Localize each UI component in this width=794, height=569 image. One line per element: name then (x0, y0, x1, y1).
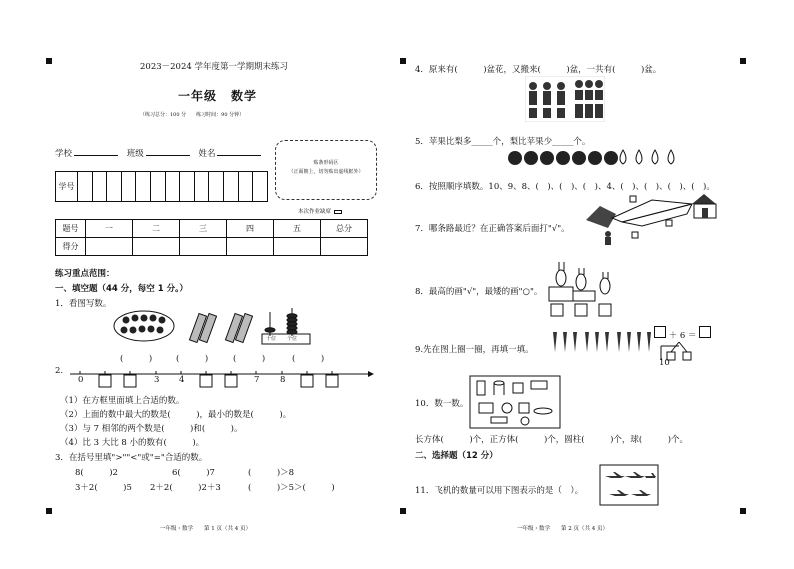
score-header-cell: 四 (227, 220, 274, 238)
absent-label: 本次作业缺席 (298, 209, 332, 215)
answer-box (225, 375, 237, 387)
answer-box[interactable] (699, 326, 711, 338)
q1-answer-2[interactable]: ( ) (176, 354, 209, 364)
q2-item-2: （2）上面的数中最大的数是( )，最小的数是( )。 (60, 410, 292, 420)
question-9: 9.先在图上圈一圈，再填一填。 (415, 345, 534, 355)
sticker-title: 贴条形码区 (313, 160, 339, 166)
answer-box (326, 375, 338, 387)
score-header-cell: 总分 (321, 220, 368, 238)
question-2-label: 2. (55, 366, 64, 376)
score-header-cell: 题号 (56, 220, 86, 238)
answer-box (200, 375, 212, 387)
q1-answer-4[interactable]: ( ) (292, 354, 325, 364)
id-cell[interactable] (253, 172, 268, 202)
question-10: 10．数一数。 (415, 399, 469, 409)
barcode-sticker-area (275, 140, 377, 200)
q10-answer[interactable]: 长方体( )个，正方体( )个，圆柱( )个，球( )个。 (415, 435, 689, 445)
numline-label: 8 (280, 375, 286, 385)
equals-sign: ＝ (688, 331, 697, 341)
id-cell[interactable] (165, 172, 180, 202)
school-icon (692, 194, 716, 218)
score-header-cell: 五 (274, 220, 321, 238)
answer-box (551, 304, 563, 316)
abacus-ones-label: 个位 (287, 336, 298, 342)
q3-item[interactable]: 2＋2( )2＋3 (150, 483, 221, 493)
score-header-cell: 三 (180, 220, 227, 238)
score-cell[interactable] (133, 238, 180, 256)
score-cell[interactable] (86, 238, 133, 256)
score-header-cell: 二 (133, 220, 180, 238)
question-6: 6．按照顺序填数。10、9、8、( )、( )、( )、4、( )、( )、( )、( )。 (415, 182, 715, 192)
name-field[interactable] (217, 148, 261, 156)
sticker-note: （正面朝上，切勿贴出虚线框外） (288, 169, 364, 175)
numline-label: 3 (154, 375, 160, 385)
student-id-label: 学号 (56, 172, 78, 202)
student-fields (55, 147, 267, 159)
rabbits-picture (547, 258, 627, 318)
page-2-footer: 一年级・数学 第 2 页（共 4 页） (517, 526, 608, 532)
flower-pots-picture (525, 76, 605, 122)
absent-marker (298, 207, 342, 215)
q3-item[interactable]: 3＋2( )5 (75, 483, 132, 493)
class-label: 班级 (126, 149, 144, 159)
id-cell[interactable] (223, 172, 238, 202)
grade-label: 一年级 (178, 89, 218, 103)
school-field[interactable] (74, 148, 118, 156)
section-2-heading: 二、选择题（12 分） (415, 451, 498, 461)
addend-6: 6 (679, 331, 686, 341)
q1-answer-3[interactable]: ( ) (233, 354, 266, 364)
id-cell[interactable] (238, 172, 253, 202)
id-cell[interactable] (150, 172, 165, 202)
answer-box[interactable] (654, 326, 666, 338)
q3-item[interactable]: ( )＞8 (248, 468, 295, 478)
answer-box (301, 375, 313, 387)
q1-pictures (112, 308, 372, 348)
score-cell[interactable] (321, 238, 368, 256)
page-2 (397, 0, 794, 569)
exam-info: （练习总分：100 分 练习时间：90 分钟） (140, 112, 245, 118)
abacus-tens-label: 十位 (266, 336, 277, 342)
section-1-heading: 一、填空题（44 分，每空 1 分。） (55, 284, 188, 294)
pear-icon (620, 150, 674, 164)
grade-subject-heading (178, 87, 257, 104)
score-cell[interactable] (227, 238, 274, 256)
carrots-picture (547, 328, 657, 360)
answer-box (575, 304, 587, 316)
number-line (68, 366, 378, 388)
numline-label: 0 (78, 375, 84, 385)
q2-item-4: （4）比 3 大比 8 小的数有( )。 (60, 438, 205, 448)
answer-box (630, 196, 636, 202)
id-cell[interactable] (209, 172, 224, 202)
apple-icon (508, 151, 618, 165)
question-4: 4．原来有( )盆花，又搬来( )盆，一共有( )盆。 (415, 65, 662, 75)
q2-item-1: （1）在方框里面填上合适的数。 (60, 396, 185, 406)
score-header-cell: 一 (86, 220, 133, 238)
page-1-footer: 一年级・数学 第 1 页（共 4 页） (160, 526, 251, 532)
q2-item-3: （3）与 7 相邻的两个数是( )和( )。 (60, 424, 243, 434)
question-7: 7．哪条路最近？在正确答案后面打"√"。 (415, 224, 570, 234)
stick-bundle-icon (189, 313, 252, 342)
numline-label: 7 (254, 375, 260, 385)
q3-item[interactable]: ( )＞5＞( ) (248, 483, 335, 493)
hill-icon (586, 206, 616, 228)
q3-item[interactable]: 6( )7 (172, 468, 215, 478)
id-cell[interactable] (121, 172, 136, 202)
name-label: 姓名 (198, 149, 216, 159)
solids-picture (469, 375, 561, 429)
id-cell[interactable] (180, 172, 195, 202)
balls-icon (121, 315, 166, 334)
question-1: 1．看图写数。 (55, 299, 112, 309)
diagram-total: 10 (659, 358, 670, 368)
absent-checkbox[interactable] (334, 210, 342, 214)
answer-box (599, 304, 611, 316)
plus-sign: ＋ (668, 331, 678, 341)
score-row-label: 得分 (56, 238, 86, 256)
id-cell[interactable] (92, 172, 107, 202)
numline-label: 4 (179, 375, 185, 385)
id-cell[interactable] (78, 172, 93, 202)
answer-box (124, 375, 136, 387)
apples-pears-picture (507, 148, 687, 168)
question-3: 3．在括号里填">""<"或"="合适的数。 (55, 453, 208, 463)
score-cell[interactable] (274, 238, 321, 256)
id-cell[interactable] (194, 172, 209, 202)
answer-box (666, 220, 672, 226)
class-field[interactable] (146, 148, 190, 156)
focus-range: 练习重点范围： (55, 269, 115, 279)
score-cell[interactable] (180, 238, 227, 256)
child-icon (605, 231, 611, 245)
exam-title: 2023－2024 学年度第一学期期末练习 (140, 62, 288, 72)
question-5: 5．苹果比梨多_____个，梨比苹果少_____个。 (415, 137, 591, 147)
shortest-path-picture (582, 190, 742, 250)
id-cell[interactable] (136, 172, 151, 202)
question-11: 11．飞机的数量可以用下图表示的是（ ）。 (415, 486, 584, 496)
id-cell[interactable] (107, 172, 122, 202)
school-label: 学校 (55, 149, 73, 159)
score-table (55, 219, 368, 256)
question-8: 8．最高的画"√"，最矮的画"○"。 (415, 287, 543, 297)
answer-box (99, 375, 111, 387)
q3-item[interactable]: 8( )2 (75, 468, 118, 478)
airplanes-picture (599, 464, 659, 506)
q1-answer-1[interactable]: ( ) (120, 354, 153, 364)
student-id-grid (55, 171, 268, 202)
answer-box (632, 232, 638, 238)
answer-box (683, 352, 691, 360)
subject-label: 数学 (231, 89, 258, 103)
